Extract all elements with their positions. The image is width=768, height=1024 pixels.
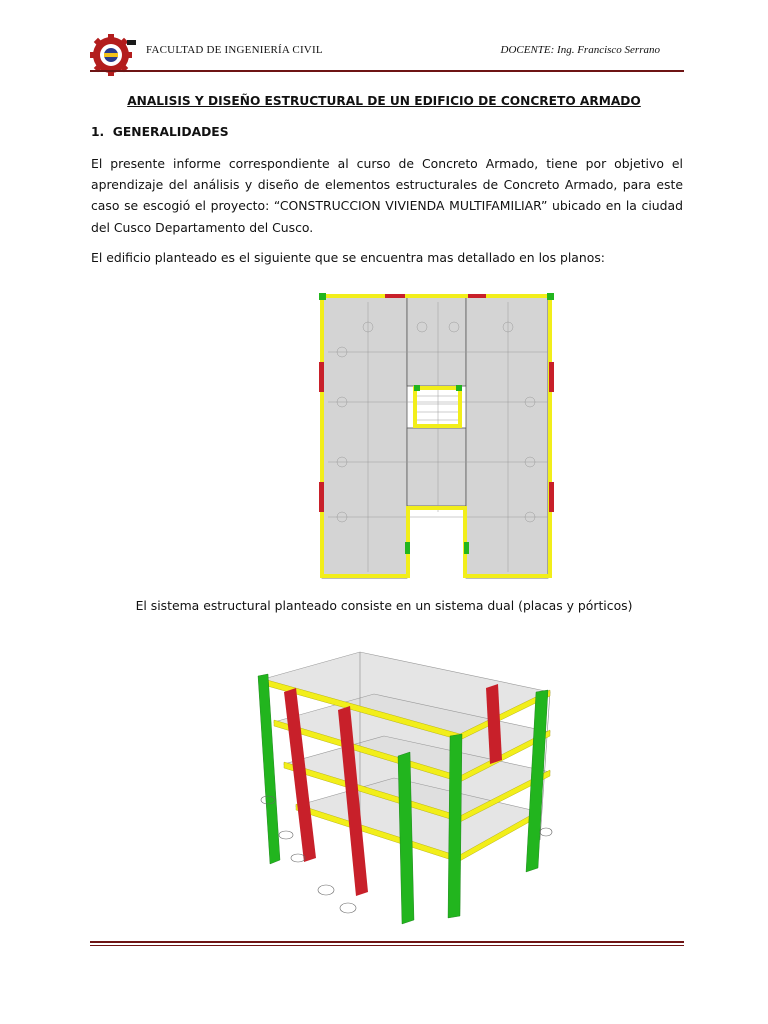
section-title: GENERALIDADES: [112, 125, 229, 139]
footer-rule-bottom: [90, 945, 684, 946]
section-heading: [91, 125, 229, 139]
intro-paragraph: El presente informe correspondiente al curso de Concreto Armado, tiene por objetivo el aprendizaje del análisis y diseño de elementos estructurales de Concreto Armado, para este caso se escogió el proyecto: “CONSTRUCCION VIVIENDA MULTIFAMILIAR” ubicado en la ciudad del Cusco Departamento del Cusco.: [91, 156, 683, 235]
teacher-name: DOCENTE: Ing. Francisco Serrano: [500, 44, 660, 56]
structure-caption: El sistema estructural planteado consiste en un sistema dual (placas y pórticos): [135, 598, 633, 613]
faculty-name: FACULTAD DE INGENIERÍA CIVIL: [146, 44, 323, 56]
document-title: ANALISIS Y DISEÑO ESTRUCTURAL DE UN EDIFICIO DE CONCRETO ARMADO: [127, 94, 641, 108]
section-number: 1.: [91, 125, 105, 139]
footer-rule-top: [90, 941, 684, 943]
building-paragraph: El edificio planteado es el siguiente que se encuentra mas detallado en los planos:: [91, 250, 605, 265]
floor-plan-figure: [318, 292, 555, 582]
header-rule: [90, 70, 684, 72]
structure-3d-figure: [250, 640, 555, 932]
